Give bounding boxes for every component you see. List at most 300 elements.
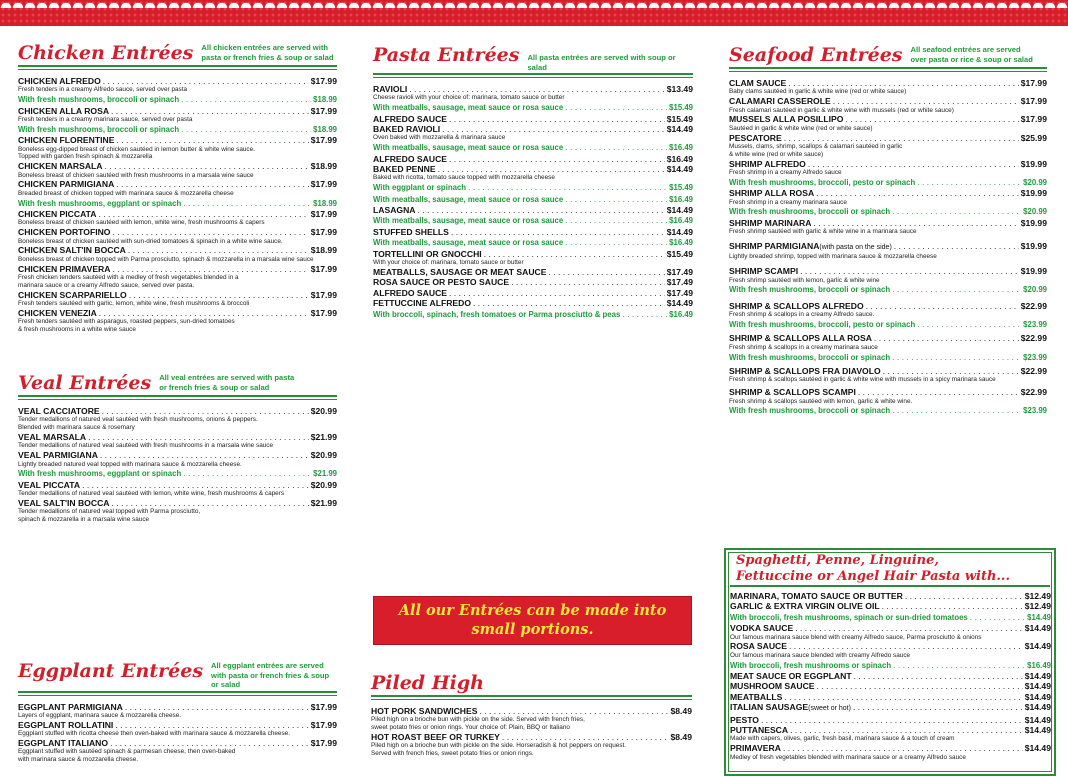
section-note: All eggplant entrées are served with pasta or french fries & soup or salad [211, 661, 330, 689]
item-price: $14.49 [1024, 623, 1051, 634]
item-description: Our famous marinara sauce blended with creamy Alfredo sauce [730, 651, 911, 659]
item-description: sweet potato fries or onion rings. Your choice of: Plain, BBQ or Italiano [371, 724, 570, 732]
leader-dots [761, 715, 1023, 725]
item-price: $21.99 [313, 469, 337, 479]
leader-dots [502, 732, 669, 742]
box-title: Spaghetti, Penne, Linguine, Fettuccine or Angel Hair Pasta with... [730, 550, 1050, 587]
item-name: VEAL MARSALA [18, 432, 87, 442]
item-description: With your choice of: marinara, tomato sauce or butter [373, 259, 524, 267]
menu-item-row [18, 738, 337, 748]
menu-option-row [729, 405, 1047, 416]
item-name: VEAL PICCATA [18, 479, 81, 490]
leader-dots [99, 308, 309, 318]
leader-dots [183, 198, 311, 208]
item-name: CHICKEN PORTOFINO [18, 227, 111, 238]
leader-dots [854, 671, 1023, 681]
menu-item-row [729, 266, 1047, 276]
menu-item-row [373, 227, 693, 237]
menu-item-row [373, 267, 693, 277]
item-name: SHRIMP & SCALLOPS ALLA ROSA [729, 333, 872, 344]
item-price: $25.99 [1020, 132, 1047, 143]
item-name: With fresh mushrooms, broccoli or spinach [729, 285, 891, 295]
item-description: & white wine (red or white sauce) [729, 150, 824, 158]
item-price: $14.49 [1024, 702, 1051, 713]
item-name: MEATBALLS [730, 691, 783, 702]
item-description: Tender medallions of natured veal sautéed with fresh mushrooms in a marsala wine sauce [18, 442, 274, 450]
item-price: $18.99 [313, 124, 337, 134]
item-name: CHICKEN ALLA ROSA [18, 105, 110, 116]
leader-dots [511, 277, 665, 287]
top-scallop-banner [0, 0, 1068, 26]
item-price: $21.99 [310, 498, 337, 509]
item-name: SHRIMP ALFREDO [729, 158, 806, 169]
section-title: Chicken Entrées [18, 42, 194, 64]
menu-item-row [373, 164, 693, 174]
menu-item-row [729, 114, 1047, 124]
item-name: CHICKEN PICCATA [18, 209, 97, 220]
leader-dots [622, 309, 667, 319]
item-price: $14.49 [1024, 641, 1051, 652]
menu-option-row [729, 206, 1047, 217]
item-description: Baby clams sautéed in garlic & white wine (red or white sauce) [729, 88, 907, 96]
leader-dots [449, 114, 665, 124]
item-price: $17.99 [310, 719, 337, 730]
item-price: $8.49 [670, 732, 692, 742]
menu-item-row [729, 333, 1047, 343]
menu-item-row [729, 218, 1047, 228]
item-description: Fresh tenders sautéed with asparagus, roasted peppers, sun-dried tomatoes [18, 318, 235, 326]
menu-item-row [730, 591, 1051, 601]
item-name: PESTO [730, 714, 759, 725]
leader-dots [565, 194, 667, 204]
menu-item-row [730, 681, 1051, 691]
menu-item-row [729, 241, 1047, 253]
item-description: Fresh shrimp sautéed with garlic & white wine in a marinara sauce [729, 228, 917, 236]
item-price: $23.99 [1023, 406, 1047, 416]
item-price: $14.49 [1024, 681, 1051, 692]
leader-dots [565, 215, 667, 225]
leader-dots [98, 209, 308, 219]
item-description: Oven baked with mozzarella & marinara sauce [373, 134, 506, 142]
leader-dots [816, 188, 1019, 198]
item-name: With fresh mushrooms, broccoli or spinach [729, 406, 891, 416]
leader-dots [788, 78, 1018, 88]
leader-dots [789, 641, 1023, 651]
item-price: $15.49 [669, 183, 693, 193]
leader-dots [451, 227, 665, 237]
section-title: Eggplant Entrées [18, 660, 204, 682]
item-price: $20.99 [310, 406, 337, 416]
item-description: Blended with marinara sauce & rosemary [18, 424, 135, 432]
small-portions-callout: All our Entrées can be made into small portions. [373, 596, 692, 645]
menu-item-row [730, 641, 1051, 651]
leader-dots [473, 298, 665, 308]
chicken-entrees-section [18, 42, 337, 334]
leader-dots [418, 205, 665, 215]
item-description: Boneless breast of chicken topped with Parma prosciutto, spinach & mozzarella in a marsala wine sauce [18, 255, 314, 263]
item-name: MUSSELS ALLA POSILLIPO [729, 114, 844, 125]
spaghetti-box [724, 548, 1056, 776]
item-description: & fresh mushrooms in a white wine sauce [18, 326, 136, 334]
item-name: CHICKEN SCARPARIELLO [18, 289, 127, 300]
item-description: Fresh shrimp sautéed with lemon, garlic & white wine [729, 276, 880, 284]
item-price: $19.99 [1020, 241, 1047, 252]
item-price: $17.99 [310, 135, 337, 146]
section-title: Piled High [371, 672, 484, 694]
item-name: With meatballs, sausage, meat sauce or rosa sauce [373, 194, 564, 204]
leader-dots [813, 218, 1018, 228]
leader-dots [112, 264, 308, 274]
item-price: $14.49 [1027, 612, 1051, 622]
menu-item-row [373, 298, 693, 308]
leader-dots [784, 692, 1022, 702]
menu-item-row [373, 288, 693, 298]
item-price: $17.99 [310, 263, 337, 274]
item-price: $20.99 [1023, 285, 1047, 295]
menu-option-row [373, 194, 693, 205]
leader-dots [100, 450, 309, 460]
item-name: With meatballs, sausage, meat sauce or rosa sauce [373, 216, 564, 226]
item-name: With broccoli, fresh mushrooms or spinach [730, 660, 892, 670]
menu-option-row [373, 102, 693, 113]
item-price: $14.49 [666, 164, 693, 175]
leader-dots [468, 182, 667, 192]
menu-item-row [18, 161, 337, 171]
menu-items [18, 702, 337, 764]
leader-dots [917, 177, 1021, 187]
item-description: Made with capers, olives, garlic, fresh basil, marinara sauce & a touch of cream [730, 735, 955, 743]
veal-entrees-section [18, 372, 337, 524]
item-name: STUFFED SHELLS [373, 226, 449, 237]
leader-dots [970, 612, 1025, 622]
leader-dots [800, 266, 1019, 276]
item-name: CHICKEN VENEZIA [18, 307, 97, 318]
menu-item-row [18, 450, 337, 460]
item-name: MARINARA, TOMATO SAUCE OR BUTTER [730, 591, 903, 601]
item-price: $16.49 [669, 238, 693, 248]
item-price: $14.49 [1024, 691, 1051, 702]
item-description: Fresh tenders in a creamy marinara sauce, served over pasta [18, 116, 193, 124]
item-price: $14.49 [666, 298, 693, 309]
item-price: $14.49 [1024, 725, 1051, 736]
leader-dots [565, 237, 667, 247]
spaghetti-items [730, 591, 1051, 761]
leader-dots [128, 245, 309, 255]
leader-dots [833, 96, 1019, 106]
item-description: Fresh tenders in a creamy Alfredo sauce, served over pasta [18, 86, 188, 94]
item-name: With meatballs, sausage, meat sauce or rosa sauce [373, 143, 564, 153]
menu-item-row [18, 106, 337, 116]
menu-item-row [729, 366, 1047, 376]
menu-item-row [18, 480, 337, 490]
item-price: $20.99 [1023, 177, 1047, 187]
item-name: ROSA SAUCE [730, 641, 787, 652]
item-description: Fresh shrimp in a creamy marinara sauce [729, 198, 847, 206]
item-name: SHRIMP PARMIGIANA [729, 241, 820, 252]
item-price: $19.99 [1020, 217, 1047, 228]
item-name: MUSHROOM SAUCE [730, 681, 815, 692]
leader-dots [565, 102, 667, 112]
item-price: $16.49 [666, 153, 693, 164]
leader-dots [882, 601, 1023, 611]
item-description: Eggplant stuffed with ricotta cheese then oven-baked with marinara sauce & mozzarella cheese. [18, 730, 290, 738]
leader-dots [103, 76, 309, 86]
item-description: Fresh tenders sautéed with garlic, lemon, white wine, fresh mushrooms & broccoli [18, 300, 250, 308]
menu-items [18, 406, 337, 524]
menu-item-row [18, 245, 337, 255]
menu-item-row [730, 671, 1051, 681]
item-price: $17.99 [310, 701, 337, 712]
menu-items [729, 78, 1047, 417]
item-description: Tender medallions of natured veal sautéed with fresh mushrooms, onions & peppers. [18, 416, 258, 424]
item-description: Topped with garden fresh spinach & mozzarella [18, 153, 153, 161]
item-description: Fresh shrimp & scallops sautéed in garlic & white wine with mussels in a spicy marinara sauce [729, 376, 996, 384]
item-description: Baked with ricotta, tomato sauce topped with mozzarella cheese [373, 174, 555, 182]
item-price: $19.99 [1020, 158, 1047, 169]
item-price: $14.49 [666, 124, 693, 135]
item-description: Boneless egg-dipped breast of chicken sautéed in lemon butter & white wine sauce. [18, 145, 255, 153]
leader-dots [102, 406, 309, 416]
pasta-entrees-section [373, 44, 693, 320]
item-price: $15.49 [669, 103, 693, 113]
item-name: With broccoli, fresh mushrooms, spinach or sun-dried tomatoes [730, 612, 968, 622]
leader-dots [917, 319, 1021, 329]
leader-dots [449, 288, 665, 298]
item-name: CLAM SAUCE [729, 78, 787, 88]
item-name: CHICKEN SALT'IN BOCCA [18, 245, 126, 256]
leader-dots [905, 591, 1023, 601]
menu-item-row [373, 114, 693, 124]
item-name: CHICKEN FLORENTINE [18, 135, 115, 146]
leader-dots [892, 284, 1021, 294]
item-name: PESCATORE [729, 132, 782, 143]
section-note: All pasta entrées are served with soup or salad [527, 53, 676, 72]
item-price: $18.99 [310, 161, 337, 172]
item-name: SHRIMP & SCALLOPS FRA DIAVOLO [729, 366, 881, 377]
menu-items [730, 591, 1051, 761]
item-description: Tender medallions of natured veal sautéed with lemon, white wine, fresh mushrooms & capers [18, 490, 285, 498]
section-title: Veal Entrées [18, 372, 152, 394]
leader-dots [866, 301, 1019, 311]
seafood-entrees-section [729, 44, 1047, 417]
item-name: SHRIMP SCAMPI [729, 266, 799, 277]
item-name: RAVIOLI [373, 84, 408, 94]
item-name: LASAGNA [373, 205, 416, 216]
item-price: $23.99 [1023, 320, 1047, 330]
leader-dots [817, 681, 1023, 691]
item-name: PUTTANESCA [730, 725, 789, 736]
item-price: $22.99 [1020, 300, 1047, 311]
item-description: Boneless breast of chicken sautéed with lemon, white wine, fresh mushrooms & capers [18, 219, 265, 227]
item-description: Layers of eggplant, marinara sauce & mozzarella cheese. [18, 711, 182, 719]
leader-dots [479, 706, 668, 716]
item-price: $21.99 [310, 432, 337, 442]
leader-dots [111, 106, 309, 116]
menu-item-row [729, 387, 1047, 397]
leader-dots [116, 135, 308, 145]
menu-item-row [730, 623, 1051, 633]
menu-item-row [371, 732, 692, 742]
menu-item-row [373, 205, 693, 215]
item-name: MEATBALLS, SAUSAGE OR MEAT SAUCE [373, 266, 547, 277]
menu-option-row [730, 660, 1051, 671]
item-price: $16.49 [669, 309, 693, 319]
menu-option-row [729, 284, 1047, 295]
item-name: HOT PORK SANDWICHES [371, 706, 478, 716]
item-name: ITALIAN SAUSAGE [730, 702, 809, 713]
leader-dots [883, 366, 1019, 376]
item-name: VEAL CACCIATORE [18, 406, 100, 416]
item-name: ALFREDO SAUCE [373, 113, 448, 124]
item-description: Eggplant stuffed with sautéed spinach & parmesan cheese, then oven-baked [18, 748, 236, 756]
menu-item-row [18, 498, 337, 508]
leader-dots [784, 133, 1019, 143]
menu-item-row [729, 188, 1047, 198]
section-note: All seafood entrées are served over pasta or rice & soup or salad [910, 45, 1033, 64]
item-name: CHICKEN PARMIGIANA [18, 179, 115, 190]
item-note: (with pasta on the side) [819, 244, 892, 252]
item-price: $16.49 [669, 143, 693, 153]
item-name: GARLIC & EXTRA VIRGIN OLIVE OIL [730, 601, 880, 612]
item-price: $15.49 [666, 248, 693, 259]
menu-item-row [371, 706, 692, 716]
item-price: $17.99 [1020, 78, 1047, 88]
item-price: $20.99 [310, 450, 337, 461]
menu-item-row [18, 720, 337, 730]
item-description: Boneless breast of chicken sautéed with fresh mushrooms in a marsala wine sauce [18, 171, 254, 179]
item-price: $17.99 [310, 105, 337, 116]
item-description: Lightly breaded shrimp, topped with marinara sauce & mozzarella cheese [729, 253, 937, 261]
menu-item-row [18, 702, 337, 712]
item-description: marinara sauce or a creamy Alfredo sauce, served over pasta. [18, 281, 195, 289]
item-name: With fresh mushrooms, broccoli or spinach [18, 95, 180, 105]
item-description: Boneless breast of chicken sautéed with sun-dried tomatoes & spinach in a white wine sauce. [18, 237, 283, 245]
item-description: Piled high on a brioche bun with pickle on the side. Horseradish & hot peppers on request. [371, 742, 627, 750]
item-price: $17.99 [310, 76, 337, 86]
menu-option-row [729, 319, 1047, 330]
item-price: $17.99 [310, 307, 337, 318]
item-price: $18.99 [313, 198, 337, 208]
leader-dots [790, 725, 1023, 735]
item-price: $17.49 [666, 287, 693, 298]
item-name: VEAL SALT'IN BOCCA [18, 498, 110, 509]
item-description: Fresh shrimp & scallops sautéed with lemon, garlic & white wine. [729, 397, 913, 405]
item-price: $14.49 [666, 205, 693, 216]
item-price: $19.99 [1020, 188, 1047, 199]
leader-dots [110, 738, 309, 748]
leader-dots [484, 249, 665, 259]
menu-items [18, 76, 337, 334]
item-description: Fresh shrimp in a creamy Alfredo sauce [729, 169, 842, 177]
section-title: Seafood Entrées [729, 44, 903, 66]
item-name: With broccoli, spinach, fresh tomatoes or Parma prosciutto & peas [373, 309, 621, 319]
menu-item-row [18, 406, 337, 416]
leader-dots [892, 352, 1021, 362]
leader-dots [893, 660, 1025, 670]
menu-item-row [18, 290, 337, 300]
item-name: PRIMAVERA [730, 743, 781, 754]
leader-dots [442, 124, 665, 134]
menu-item-row [18, 135, 337, 145]
item-name: CHICKEN PRIMAVERA [18, 263, 111, 274]
menu-option-row [729, 177, 1047, 188]
item-price: $14.49 [1024, 671, 1051, 682]
menu-option-row [18, 468, 337, 479]
leader-dots [892, 405, 1021, 415]
leader-dots [82, 480, 309, 490]
menu-option-row [18, 198, 337, 209]
item-name: FETTUCCINE ALFREDO [373, 298, 472, 309]
item-price: $14.49 [1024, 714, 1051, 725]
menu-item-row [373, 249, 693, 259]
item-price: $14.49 [666, 226, 693, 237]
menu-option-row [18, 94, 337, 105]
leader-dots [409, 84, 664, 94]
menu-item-row [373, 277, 693, 287]
menu-option-row [373, 237, 693, 248]
item-name: VEAL PARMIGIANA [18, 450, 98, 461]
item-price: $12.49 [1024, 601, 1051, 612]
menu-option-row [373, 309, 693, 320]
item-name: SHRIMP MARINARA [729, 217, 812, 228]
item-description: Piled high on a brioche bun with pickle on the side. Served with french fries, [371, 716, 585, 724]
item-description: Fresh shrimp & scallops in a creamy Alfredo sauce. [729, 311, 875, 319]
menu-option-row [373, 215, 693, 226]
eggplant-entrees-section [18, 660, 337, 764]
item-price: $8.49 [670, 706, 692, 716]
menu-item-row [18, 179, 337, 189]
item-price: $17.99 [310, 289, 337, 300]
menu-item-row [730, 715, 1051, 725]
leader-dots [845, 114, 1018, 124]
item-price: $13.49 [666, 84, 693, 94]
item-name: EGGPLANT ROLLATINI [18, 719, 114, 730]
item-price: $18.99 [310, 245, 337, 256]
menu-item-row [18, 264, 337, 274]
item-price: $16.49 [669, 216, 693, 226]
menu-item-row [730, 692, 1051, 702]
leader-dots [858, 387, 1019, 397]
item-name: HOT ROAST BEEF OR TURKEY [371, 732, 500, 742]
item-name: EGGPLANT PARMIGIANA [18, 701, 123, 712]
menu-item-row [373, 154, 693, 164]
item-description: Fresh chicken tenders sautéed with a medley of fresh vegetables blended in a [18, 274, 239, 282]
item-price: $12.49 [1024, 591, 1051, 601]
item-price: $23.99 [1023, 352, 1047, 362]
item-price: $17.49 [666, 277, 693, 288]
leader-dots [783, 743, 1023, 753]
menu-item-row [730, 743, 1051, 753]
menu-item-row [18, 432, 337, 442]
menu-item-row [18, 209, 337, 219]
piled-high-section [371, 672, 692, 758]
item-price: $18.99 [313, 95, 337, 105]
leader-dots [449, 154, 665, 164]
item-description: Our famous marinara sauce blend with creamy Alfredo sauce, Parma prosciutto & onions [730, 633, 982, 641]
item-name: ALFREDO SAUCE [373, 153, 448, 164]
item-name: VODKA SAUCE [730, 623, 794, 634]
menu-item-row [373, 124, 693, 134]
leader-dots [125, 702, 309, 712]
menu-item-row [18, 308, 337, 318]
leader-dots [183, 468, 311, 478]
item-price: $17.49 [666, 266, 693, 277]
item-description: spinach & mozzarella in a marsala wine sauce [18, 516, 150, 524]
leader-dots [874, 333, 1019, 343]
item-name: BAKED PENNE [373, 164, 436, 175]
menu-option-row [730, 612, 1051, 623]
item-name: SHRIMP ALLA ROSA [729, 188, 815, 199]
